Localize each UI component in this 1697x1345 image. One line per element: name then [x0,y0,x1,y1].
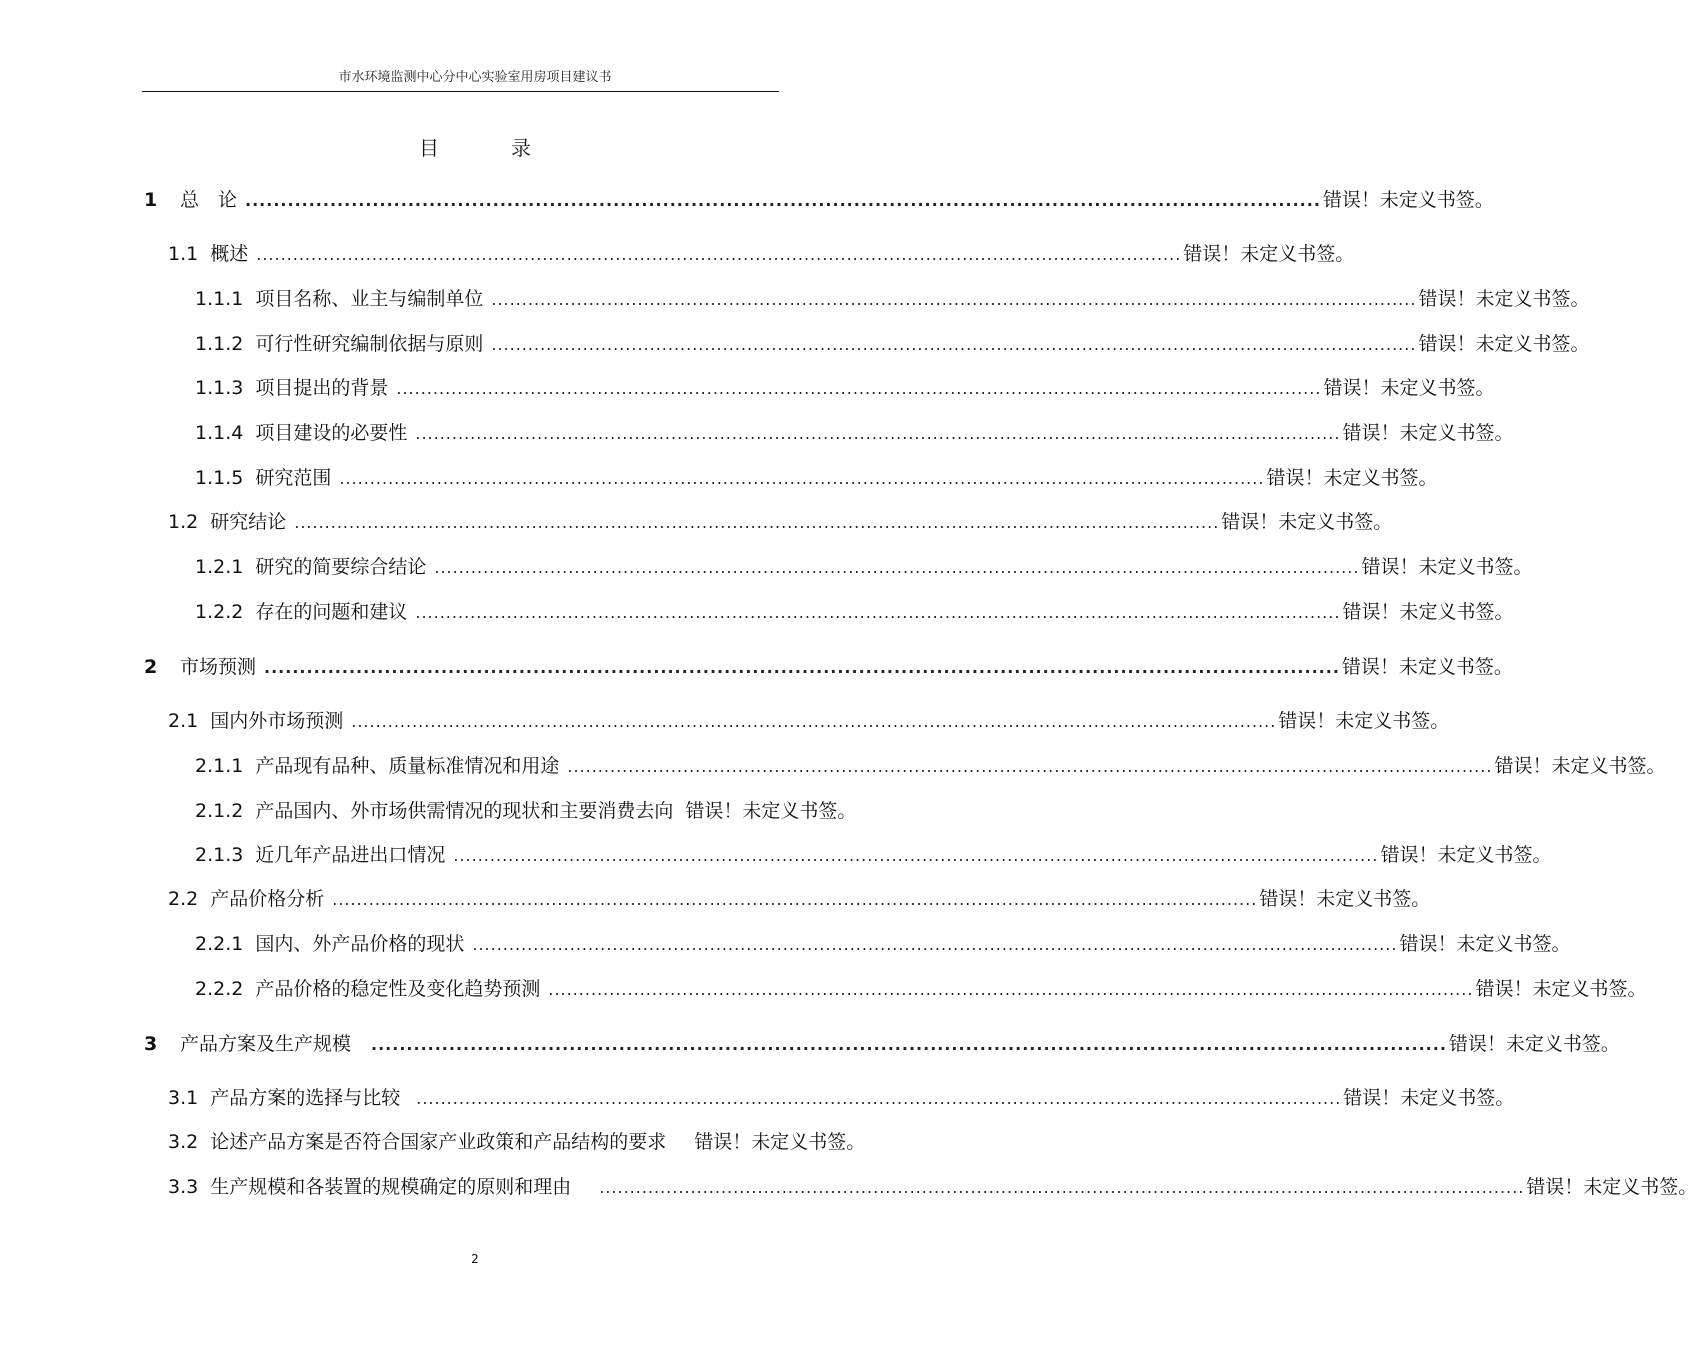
toc-entry-page-ref: 错误！未定义书签。 [1380,844,1552,866]
toc-entry-title: 项目提出的背景 [255,377,389,399]
toc-entry-page-ref: 错误！未定义书签。 [1259,888,1431,910]
toc-entry-title: 可行性研究编制依据与原则 [255,333,484,355]
toc-entry-title: 项目名称、业主与编制单位 [255,288,484,310]
header-title: 市水环境监测中心分中心实验室用房项目建议书 [338,70,612,85]
toc-entry[interactable] [195,796,929,826]
toc-entry-number: 2.1.3 [195,844,244,866]
toc-entry-page-ref: 错误！未定义书签。 [1399,933,1571,955]
page-number: 2 [471,1252,479,1266]
toc-entry-number: 1.1 [168,243,199,265]
toc-entry-page-ref: 错误！未定义书签。 [1343,1087,1515,1109]
toc-entry-title: 生产规模和各装置的规模确定的原则和理由 [210,1176,572,1198]
toc-entry-page-ref: 错误！未定义书签。 [1341,656,1513,678]
toc-entry-number: 1.1.5 [195,467,244,489]
toc-entry[interactable] [195,840,1552,870]
toc-entry[interactable] [168,1172,1697,1202]
toc-entry-page-ref: 错误！未定义书签。 [1494,755,1666,777]
toc-entry-number: 3.2 [168,1131,199,1153]
toc-entry[interactable] [168,706,1450,736]
toc-entry-number: 1 [144,189,158,211]
dot-leader: ........................................................................................................................................................ [434,558,1360,577]
toc-entry-number: 1.1.1 [195,288,244,310]
toc-entry-title: 研究的简要综合结论 [255,556,427,578]
toc-entry[interactable] [144,1029,1620,1059]
toc-entry[interactable] [168,1127,924,1157]
toc-entry-number: 1.2 [168,511,199,533]
toc-entry-number: 2.1 [168,710,199,732]
toc-entry[interactable] [168,239,1355,269]
toc-entry-title: 市场预测 [180,656,257,678]
toc-entry-page-ref: 错误！未定义书签。 [1323,377,1495,399]
dot-leader: ........................................................................................................................................................ [491,335,1417,354]
toc-entry[interactable] [168,1083,1515,1113]
toc-entry-title: 国内、外产品价格的现状 [255,933,465,955]
toc-entry-title: 概述 [210,243,249,265]
toc-entry[interactable] [168,507,1393,537]
toc-entry-page-ref: 错误！未定义书签。 [1183,243,1355,265]
toc-entry[interactable] [195,373,1495,403]
toc-entry[interactable] [195,974,1647,1004]
toc-entry-title: 产品方案的选择与比较 [210,1087,401,1109]
dot-leader: ........................................................................................................................................................ [491,290,1417,309]
toc-entry-number: 1.1.2 [195,333,244,355]
toc-entry-number: 1.1.3 [195,377,244,399]
toc-entry[interactable] [195,329,1590,359]
dot-leader: ........................................................................................................................................................ [371,1035,1447,1054]
toc-entry[interactable] [195,463,1438,493]
toc-title: 目 录 [419,136,557,160]
toc-entry-number: 2 [144,656,158,678]
dot-leader: ........................................................................................................................................................ [415,603,1341,622]
dot-leader: ........................................................................................................................................................ [339,469,1265,488]
toc-entry-page-ref: 错误！未定义书签。 [1475,978,1647,1000]
toc-entry-page-ref: 错误！未定义书签。 [1342,422,1514,444]
toc-entry-title: 总 论 [180,189,238,211]
toc-entry-title: 产品国内、外市场供需情况的现状和主要消费去向 [255,800,674,822]
toc-entry-page-ref: 错误！未定义书签。 [1418,288,1590,310]
dot-leader: ........................................................................................................................................................ [599,1178,1525,1197]
dot-leader: ........................................................................................................................................................ [256,245,1182,264]
toc-entry[interactable] [168,884,1431,914]
dot-leader: ........................................................................................................................................................ [332,890,1258,909]
dot-leader: ........................................................................................................................................................ [472,935,1398,954]
header-rule [142,91,779,92]
toc-entry-number: 1.2.2 [195,601,244,623]
toc-entry-title: 研究结论 [210,511,287,533]
toc-entry-page-ref: 错误！未定义书签。 [1322,189,1494,211]
toc-entry[interactable] [195,552,1533,582]
toc-entry-page-ref: 错误！未定义书签。 [685,800,857,822]
toc-entry-number: 2.2.1 [195,933,244,955]
toc-entry-title: 近几年产品进出口情况 [255,844,446,866]
dot-leader: ........................................................................................................................................................ [416,1089,1342,1108]
toc-entry-page-ref: 错误！未定义书签。 [1266,467,1438,489]
toc-entry-number: 3.1 [168,1087,199,1109]
toc-entry-title: 产品价格分析 [210,888,325,910]
toc-entry-number: 2.1.1 [195,755,244,777]
toc-entry-page-ref: 错误！未定义书签。 [694,1131,866,1153]
toc-entry[interactable] [195,751,1666,781]
toc-entry-page-ref: 错误！未定义书签。 [1361,556,1533,578]
toc-entry-number: 3.3 [168,1176,199,1198]
toc-entry-title: 研究范围 [255,467,332,489]
toc-entry-page-ref: 错误！未定义书签。 [1418,333,1590,355]
toc-entry-number: 2.2 [168,888,199,910]
dot-leader: ........................................................................................................................................................ [351,712,1277,731]
toc-entry[interactable] [195,929,1571,959]
toc-entry-title: 存在的问题和建议 [255,601,408,623]
toc-entry-number: 1.1.4 [195,422,244,444]
toc-entry[interactable] [144,652,1513,682]
toc-entry[interactable] [195,284,1590,314]
toc-entry-page-ref: 错误！未定义书签。 [1448,1033,1620,1055]
dot-leader: ........................................................................................................................................................ [567,757,1493,776]
toc-entry-number: 3 [144,1033,158,1055]
dot-leader: ........................................................................................................................................................ [453,846,1379,865]
toc-entry-title: 产品方案及生产规模 [180,1033,352,1055]
toc-entry-number: 2.2.2 [195,978,244,1000]
dot-leader: ........................................................................................................................................................ [294,513,1220,532]
dot-leader: ........................................................................................................................................................ [548,980,1474,999]
toc-entry-page-ref: 错误！未定义书签。 [1278,710,1450,732]
toc-entry-title: 项目建设的必要性 [255,422,408,444]
toc-entry-page-ref: 错误！未定义书签。 [1526,1176,1697,1198]
toc-entry-number: 1.2.1 [195,556,244,578]
dot-leader: ........................................................................................................................................................ [396,379,1322,398]
toc-entry-number: 2.1.2 [195,800,244,822]
dot-leader: ........................................................................................................................................................ [264,658,1340,677]
toc-entry-title: 国内外市场预测 [210,710,344,732]
toc-entry[interactable] [195,418,1514,448]
toc-entry-page-ref: 错误！未定义书签。 [1342,601,1514,623]
dot-leader: ........................................................................................................................................................ [245,191,1321,210]
toc-entry-title: 论述产品方案是否符合国家产业政策和产品结构的要求 [210,1131,667,1153]
toc-entry-title: 产品现有品种、质量标准情况和用途 [255,755,560,777]
toc-entry[interactable] [195,597,1514,627]
dot-leader: ........................................................................................................................................................ [415,424,1341,443]
toc-entry-title: 产品价格的稳定性及变化趋势预测 [255,978,541,1000]
toc-entry[interactable] [144,185,1494,215]
toc-entry-page-ref: 错误！未定义书签。 [1221,511,1393,533]
